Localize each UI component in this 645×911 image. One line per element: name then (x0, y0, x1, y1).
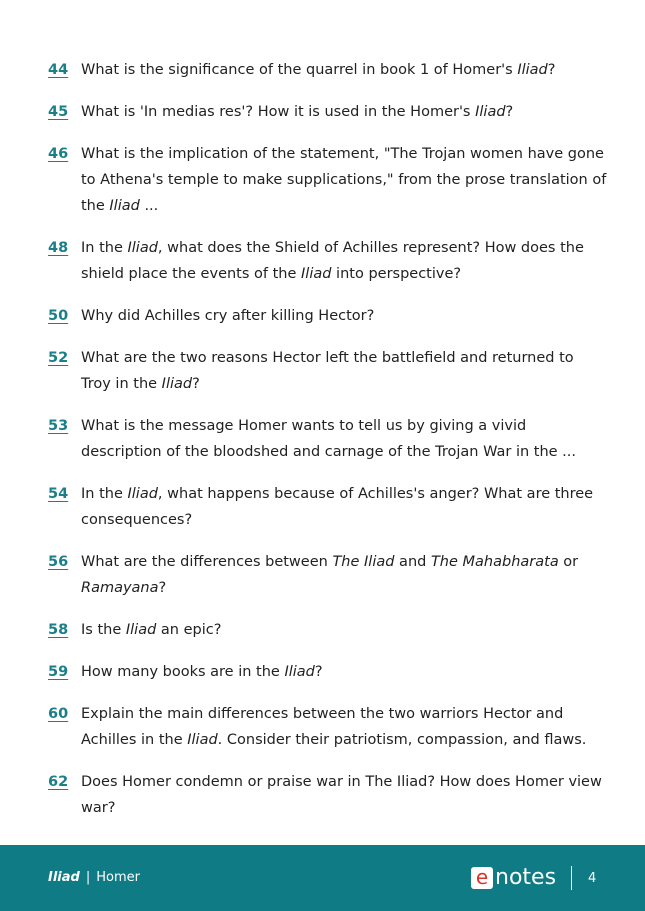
footer-author: Homer (96, 870, 140, 885)
toc-entry[interactable] (48, 413, 608, 465)
toc-page-link[interactable]: 59 (48, 664, 69, 680)
toc-entry[interactable] (48, 769, 608, 821)
toc-question: In the Iliad, what happens because of Achilles's anger? What are three consequences? (81, 486, 594, 528)
footer-separator: | (85, 870, 91, 885)
toc-entry[interactable] (48, 57, 608, 83)
enotes-logo-wordmark: notes (495, 865, 557, 890)
toc-question: What are the two reasons Hector left the battlefield and returned to Troy in the Iliad? (81, 350, 574, 392)
toc-entry[interactable] (48, 481, 608, 533)
toc-page-link[interactable]: 44 (48, 62, 69, 78)
toc-page-link[interactable]: 54 (48, 486, 69, 502)
toc-entry[interactable] (48, 303, 608, 329)
toc-question: What is the message Homer wants to tell us by giving a vivid description of the bloodshed and carnage of the Trojan War in the ... (81, 418, 577, 460)
toc-question: Explain the main differences between the two warriors Hector and Achilles in the Iliad. Consider their patriotism, compassion, and flaws. (81, 706, 587, 748)
toc-question: Why did Achilles cry after killing Hector? (81, 308, 375, 324)
toc-question: In the Iliad, what does the Shield of Achilles represent? How does the shield place the events of the Iliad into perspective? (81, 240, 584, 282)
toc-page-link[interactable]: 56 (48, 554, 69, 570)
toc-entry[interactable] (48, 617, 608, 643)
toc-page-link[interactable]: 48 (48, 240, 69, 256)
enotes-logo-e-icon: e (471, 867, 493, 889)
toc-page-link[interactable]: 53 (48, 418, 69, 434)
toc-question: What are the differences between The Iliad and The Mahabharata or Ramayana? (81, 554, 579, 596)
table-of-contents (48, 57, 608, 837)
toc-question: Is the Iliad an epic? (81, 622, 222, 638)
toc-entry[interactable] (48, 345, 608, 397)
toc-entry[interactable] (48, 701, 608, 753)
toc-question: What is the implication of the statement, "The Trojan women have gone to Athena's temple to make supplications," from the prose translation of the Iliad ... (81, 146, 607, 214)
enotes-logo (471, 867, 556, 889)
toc-entry[interactable] (48, 99, 608, 125)
toc-page-link[interactable]: 50 (48, 308, 69, 324)
footer-divider (571, 866, 572, 890)
toc-page-link[interactable]: 62 (48, 774, 69, 790)
toc-page-link[interactable]: 46 (48, 146, 69, 162)
toc-question: What is 'In medias res'? How it is used in the Homer's Iliad? (81, 104, 514, 120)
toc-entry[interactable] (48, 235, 608, 287)
toc-entry[interactable] (48, 659, 608, 685)
toc-page-link[interactable]: 52 (48, 350, 69, 366)
toc-page-link[interactable]: 58 (48, 622, 69, 638)
toc-question: Does Homer condemn or praise war in The Iliad? How does Homer view war? (81, 774, 602, 816)
toc-page-link[interactable]: 45 (48, 104, 69, 120)
toc-entry[interactable] (48, 549, 608, 601)
toc-question: What is the significance of the quarrel in book 1 of Homer's Iliad? (81, 62, 556, 78)
footer-book-info (48, 870, 140, 886)
footer-book-title: Iliad (48, 870, 80, 885)
toc-question: How many books are in the Iliad? (81, 664, 323, 680)
toc-page-link[interactable]: 60 (48, 706, 69, 722)
toc-entry[interactable] (48, 141, 608, 219)
page-number: 4 (588, 871, 597, 886)
page-footer (0, 845, 645, 911)
